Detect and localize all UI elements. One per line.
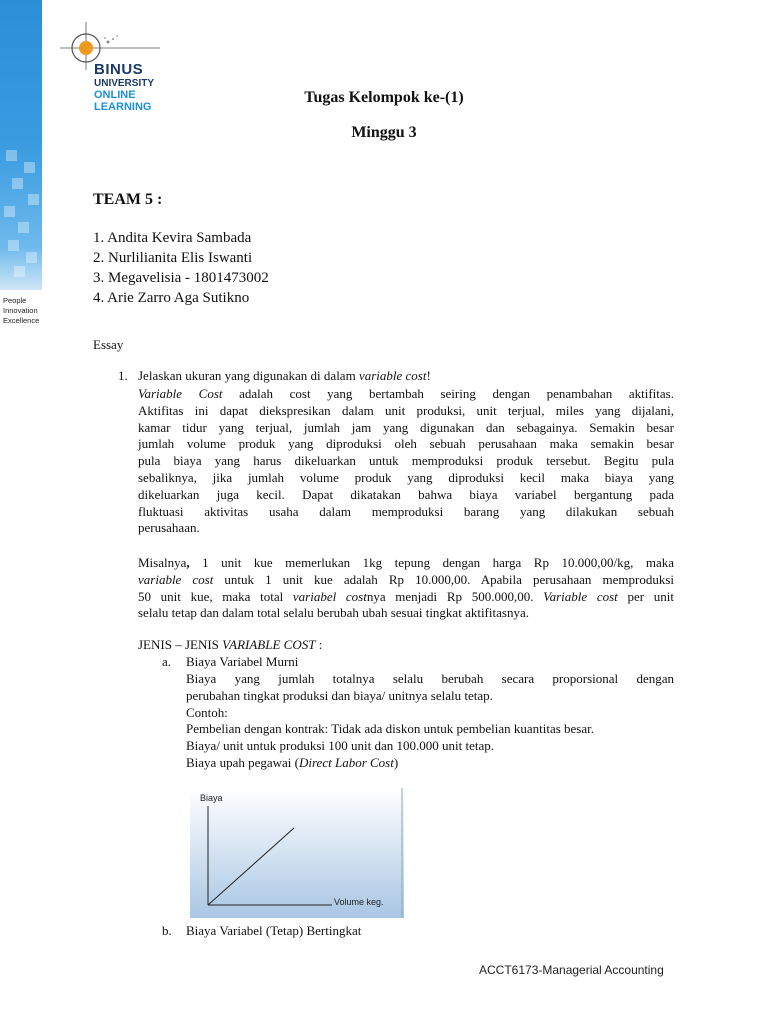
brand-line: LEARNING: [94, 101, 152, 113]
text-run: 1 unit kue memerlukan 1kg tepung dengan harga Rp 10.000,00/kg, maka: [189, 555, 674, 570]
type-b-title: Biaya Variabel (Tetap) Bertingkat: [186, 923, 362, 938]
paragraph-line: perubahan tingkat produksi dan biaya/ unitnya selalu tetap.: [186, 687, 493, 703]
question-text: [138, 368, 431, 384]
tagline-line: People: [3, 296, 27, 305]
sidebar-banner: [0, 0, 42, 290]
paragraph-line: dikeluarkan juga kecil. Dapat dikatakan bahwa biaya variabel bergantung pada: [138, 486, 674, 502]
page-subtitle: Minggu 3: [351, 124, 417, 141]
variable-cost-chart: [190, 788, 404, 918]
sidebar-tile: [4, 206, 15, 217]
paragraph-line: [138, 589, 674, 606]
question-text-italic: variable cost: [358, 368, 427, 383]
text-run: ,: [186, 555, 190, 570]
paragraph-line: Biaya yang jumlah totalnya selalu berubah secara proporsional dengan: [186, 671, 674, 686]
y-axis-label: Biaya: [200, 793, 223, 803]
text-run: :: [315, 637, 323, 652]
types-heading: [138, 637, 322, 654]
paragraph-line: [138, 555, 674, 572]
tagline-line: Excellence: [3, 316, 40, 325]
list-marker: b.: [162, 923, 172, 938]
type-a-description: [186, 671, 674, 772]
text-run: Biaya upah pegawai (: [186, 754, 299, 770]
brand-line: UNIVERSITY: [94, 78, 155, 89]
sidebar-tile: [28, 194, 39, 205]
team-heading: TEAM 5 :: [93, 191, 163, 208]
paragraph-line: selalu tetap dan dalam total selalu berubah ubah sesuai tingkat aktifitasnya.: [138, 605, 529, 621]
text-run: nya menjadi Rp 500.000,00.: [366, 588, 544, 604]
example-label: Contoh:: [186, 704, 228, 720]
paragraph-line: perusahaan.: [138, 520, 200, 536]
brand-tagline: [3, 296, 39, 326]
page-title: Tugas Kelompok ke-(1): [304, 89, 464, 106]
paragraph-line: kamar tidur yang terjual, jumlah jam yang digunakan dan sebagainya. Semakin besar: [138, 419, 674, 435]
term-italic: VARIABLE COST: [222, 637, 316, 652]
team-member: 4. Arie Zarro Aga Sutikno: [93, 290, 250, 306]
term-italic: Direct Labor Cost: [298, 754, 394, 770]
text-run: adalah cost yang bertambah seiring dengan penambahan aktifitas.: [222, 386, 674, 401]
section-label: Essay: [93, 337, 124, 352]
paragraph-line: pula biaya yang harus dikeluarkan untuk memproduksi produk tersebut. Begitu pula: [138, 453, 674, 469]
list-marker: a.: [162, 654, 172, 669]
paragraph-line: [138, 572, 674, 589]
sidebar-tile: [6, 150, 17, 161]
sidebar-tile: [12, 178, 23, 189]
text-run: Misalnya: [138, 555, 187, 570]
sidebar-tile: [8, 240, 19, 251]
text-run: ): [393, 754, 399, 770]
type-a-title: Biaya Variabel Murni: [186, 654, 299, 669]
term-italic: Variable Cost: [138, 386, 223, 401]
team-member: 3. Megavelisia - 1801473002: [93, 270, 269, 286]
paragraph-line: Aktifitas ini dapat diekspresikan dalam unit produksi, unit terjual, miles yang dijalani,: [138, 402, 674, 418]
course-footer: ACCT6173-Managerial Accounting: [479, 963, 664, 977]
text-run: untuk 1 unit kue adalah Rp 10.000,00. Apabila perusahaan memproduksi: [213, 571, 674, 587]
example-line: Biaya/ unit untuk produksi 100 unit dan 100.000 unit tetap.: [186, 738, 495, 754]
text-run: JENIS – JENIS: [138, 637, 223, 652]
term-italic: variable cost: [138, 571, 214, 587]
question-number: 1.: [118, 368, 128, 383]
paragraph-line: jumlah volume produk yang diproduksi oleh sebuah perusahaan maka semakin besar: [138, 436, 674, 452]
team-members-list: [93, 228, 269, 308]
sidebar-tile: [14, 266, 25, 277]
paragraph-line: fluktuasi aktivitas usaha dalam memproduksi barang yang dilakukan sebuah: [138, 503, 674, 519]
example-line: Pembelian dengan kontrak: Tidak ada diskon untuk pembelian kuantitas besar.: [186, 721, 594, 737]
term-italic: Variable cost: [543, 588, 618, 604]
term-italic: variabel cost: [292, 588, 367, 604]
answer-paragraph-1: [138, 386, 674, 537]
answer-paragraph-2: [138, 555, 674, 622]
sidebar-tile: [24, 162, 35, 173]
brand-name: BINUS: [94, 61, 144, 78]
text-run: per unit: [617, 588, 674, 604]
question-text-part: Jelaskan ukuran yang digunakan di dalam: [138, 368, 359, 383]
brand-line: ONLINE: [94, 89, 136, 101]
sidebar-tile: [18, 222, 29, 233]
team-member: 2. Nurlilianita Elis Iswanti: [93, 250, 253, 266]
paragraph-line: sebaliknya, jika jumlah volume produk yang diproduksi kecil maka biaya yang: [138, 469, 674, 485]
team-member: 1. Andita Kevira Sambada: [93, 230, 252, 246]
x-axis-label: Volume keg.: [334, 897, 384, 907]
paragraph-line: [138, 386, 674, 403]
question-text-part: !: [426, 368, 431, 383]
text-run: 50 unit kue, maka total: [138, 588, 293, 604]
tagline-line: Innovation: [3, 306, 38, 315]
example-line: [186, 755, 674, 772]
sidebar-tile: [26, 252, 37, 263]
